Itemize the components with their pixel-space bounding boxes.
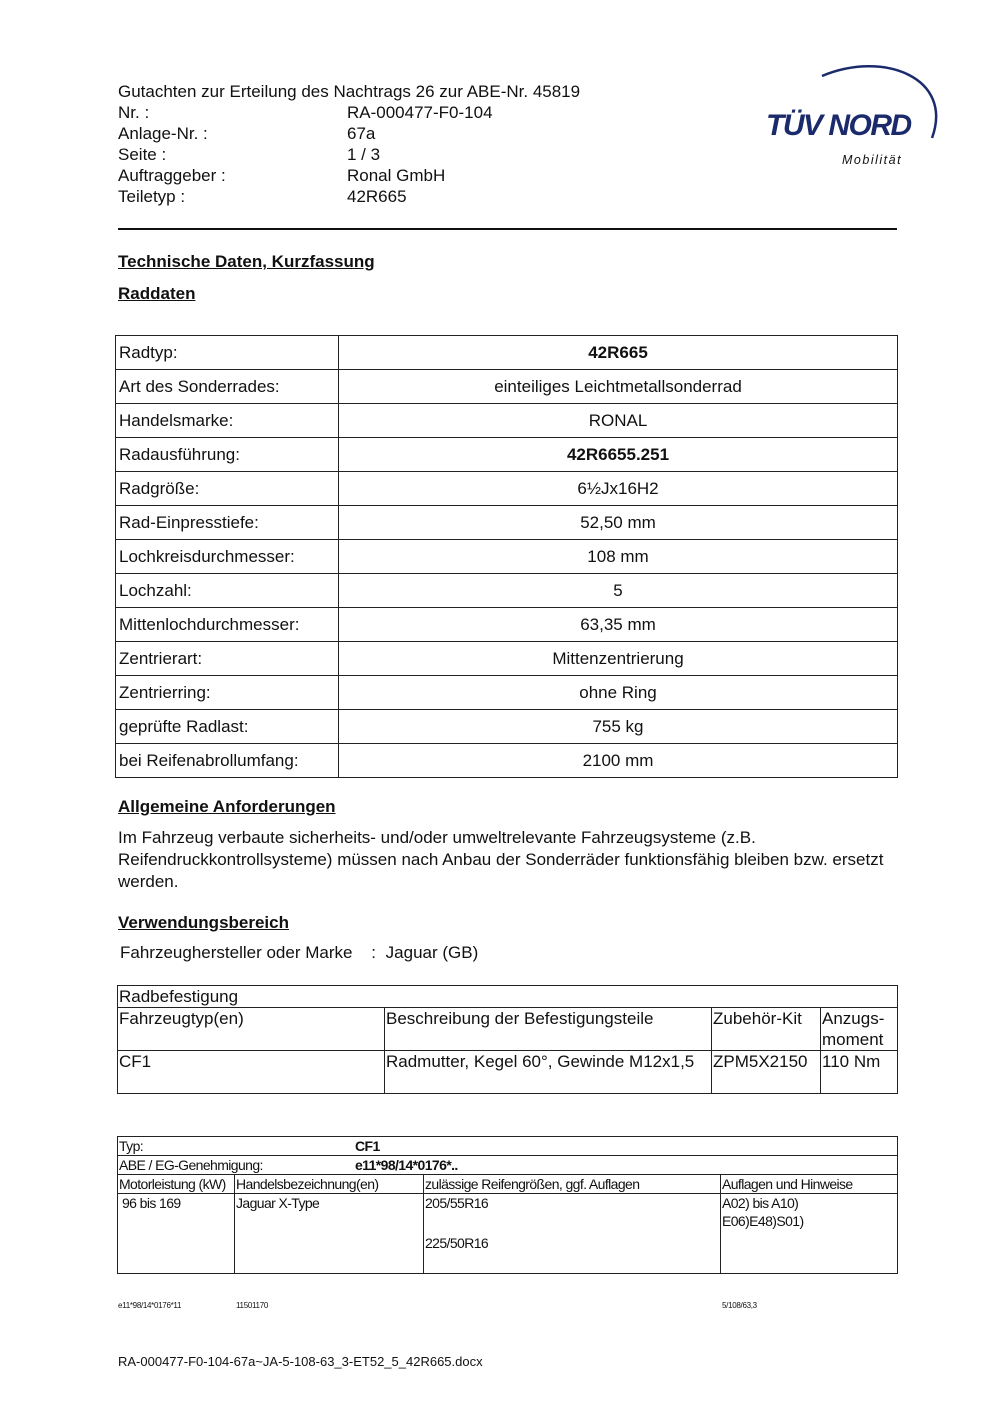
wheel-data-table	[115, 335, 898, 778]
requirements-text: Im Fahrzeug verbaute sicherheits- und/oder umweltrelevante Fahrzeugsysteme (z.B. Reifendruckkontrollsysteme) müssen nach Anbau der Sonderräder funktionsfähig bleiben bzw. ersetzt werden.	[118, 828, 884, 891]
header-title: Gutachten zur Erteilung des Nachtrags 26 zur ABE-Nr. 45819	[118, 82, 581, 101]
wheel-data-value: ohne Ring	[339, 676, 898, 710]
wheel-data-row	[116, 472, 898, 506]
wheel-data-label: geprüfte Radlast:	[116, 710, 339, 744]
wheel-fixing-table	[117, 985, 898, 1094]
wheel-data-value: einteiliges Leichtmetallsonderrad	[339, 370, 898, 404]
logo-brand-text: TÜV NORD	[766, 109, 911, 142]
wheel-data-label: Radausführung:	[116, 438, 339, 472]
fixing-header: Zubehör-Kit	[712, 1008, 821, 1051]
wheel-data-row	[116, 370, 898, 404]
vehicle-type-table	[117, 1136, 898, 1274]
document-header	[118, 81, 580, 207]
fixing-cell: 110 Nm	[821, 1051, 898, 1094]
wheel-data-value: 52,50 mm	[339, 506, 898, 540]
type-header: zulässige Reifengrößen, ggf. Auflagen	[424, 1175, 721, 1194]
requirements-title: Allgemeine Anforderungen	[118, 797, 336, 816]
wheel-data-value: 5	[339, 574, 898, 608]
section-title: Technische Daten, Kurzfassung	[118, 252, 375, 271]
manufacturer-label: Fahrzeughersteller oder Marke	[120, 943, 353, 962]
approval-row	[118, 1156, 898, 1175]
logo-sub-text: Mobilität	[842, 153, 903, 167]
wheel-data-value: 2100 mm	[339, 744, 898, 778]
header-row: Anlage-Nr. : 67a	[118, 124, 376, 143]
type-header: Motorleistung (kW)	[118, 1175, 235, 1194]
type-value: CF1	[355, 1138, 380, 1154]
wheel-data-label: Mittenlochdurchmesser:	[116, 608, 339, 642]
power-cell: 96 bis 169	[118, 1194, 235, 1274]
wheel-data-row	[116, 676, 898, 710]
wheel-data-value: 108 mm	[339, 540, 898, 574]
wheel-data-row	[116, 404, 898, 438]
wheel-data-label: Art des Sonderrades:	[116, 370, 339, 404]
tuv-nord-logo	[764, 58, 944, 170]
header-row: Teiletyp : 42R665	[118, 187, 407, 206]
fixing-header: Beschreibung der Befestigungsteile	[385, 1008, 712, 1051]
logo-arc-icon	[764, 58, 944, 170]
wheel-data-row	[116, 642, 898, 676]
wheel-data-value: 755 kg	[339, 710, 898, 744]
wheel-data-row	[116, 336, 898, 370]
tire-sizes-cell	[424, 1194, 721, 1274]
usage-title: Verwendungsbereich	[118, 913, 289, 932]
wheel-data-label: Zentrierring:	[116, 676, 339, 710]
tiny-code-approval: e11*98/14*0176*11	[118, 1301, 182, 1310]
header-row: Auftraggeber : Ronal GmbH	[118, 166, 446, 185]
approval-label: ABE / EG-Genehmigung:	[119, 1157, 263, 1173]
wheel-data-value: Mittenzentrierung	[339, 642, 898, 676]
type-row	[118, 1137, 898, 1156]
header-divider	[118, 228, 897, 230]
tire-size: 225/50R16	[425, 1235, 489, 1251]
wheel-data-value: 42R665	[339, 336, 898, 370]
wheel-data-value: RONAL	[339, 404, 898, 438]
wheel-data-row	[116, 608, 898, 642]
fixing-cell: ZPM5X2150	[712, 1051, 821, 1094]
wheel-data-value: 6½Jx16H2	[339, 472, 898, 506]
manufacturer-line	[120, 943, 478, 963]
wheel-data-label: Lochzahl:	[116, 574, 339, 608]
trade-name-cell: Jaguar X-Type	[235, 1194, 424, 1274]
note-line: A02) bis A10)	[722, 1195, 799, 1211]
wheel-data-label: Radgröße:	[116, 472, 339, 506]
manufacturer-value: Jaguar (GB)	[385, 943, 479, 962]
notes-cell	[721, 1194, 898, 1274]
wheel-data-label: Handelsmarke:	[116, 404, 339, 438]
wheel-data-row	[116, 438, 898, 472]
note-line: E06)E48)S01)	[722, 1213, 804, 1229]
wheel-data-title: Raddaten	[118, 284, 196, 303]
wheel-data-row	[116, 574, 898, 608]
wheel-data-label: Lochkreisdurchmesser:	[116, 540, 339, 574]
wheel-data-label: Radtyp:	[116, 336, 339, 370]
header-row: Nr. : RA-000477-F0-104	[118, 103, 493, 122]
footer-filename: RA-000477-F0-104-67a~JA-5-108-63_3-ET52_5_42R665.docx	[118, 1354, 483, 1369]
wheel-data-row	[116, 506, 898, 540]
tiny-code-number: 11501170	[236, 1301, 269, 1310]
manufacturer-separator: :	[371, 943, 376, 962]
wheel-data-value: 42R6655.251	[339, 438, 898, 472]
type-label: Typ:	[119, 1138, 144, 1154]
wheel-data-label: Zentrierart:	[116, 642, 339, 676]
type-header: Handelsbezeichnung(en)	[235, 1175, 424, 1194]
fixing-header: Fahrzeugtyp(en)	[118, 1008, 385, 1051]
tire-size: 205/55R16	[425, 1195, 489, 1211]
wheel-data-label: Rad-Einpresstiefe:	[116, 506, 339, 540]
fixing-cell: Radmutter, Kegel 60°, Gewinde M12x1,5	[385, 1051, 712, 1094]
wheel-data-label: bei Reifenabrollumfang:	[116, 744, 339, 778]
fixing-title: Radbefestigung	[118, 986, 898, 1008]
wheel-data-row	[116, 710, 898, 744]
wheel-data-row	[116, 540, 898, 574]
fixing-cell: CF1	[118, 1051, 385, 1094]
type-header: Auflagen und Hinweise	[721, 1175, 898, 1194]
tiny-code-bolt: 5/108/63,3	[722, 1301, 757, 1310]
header-row: Seite : 1 / 3	[118, 145, 381, 164]
fixing-header: Anzugs-moment	[821, 1008, 898, 1051]
wheel-data-row	[116, 744, 898, 778]
approval-value: e11*98/14*0176*..	[355, 1157, 458, 1173]
wheel-data-value: 63,35 mm	[339, 608, 898, 642]
